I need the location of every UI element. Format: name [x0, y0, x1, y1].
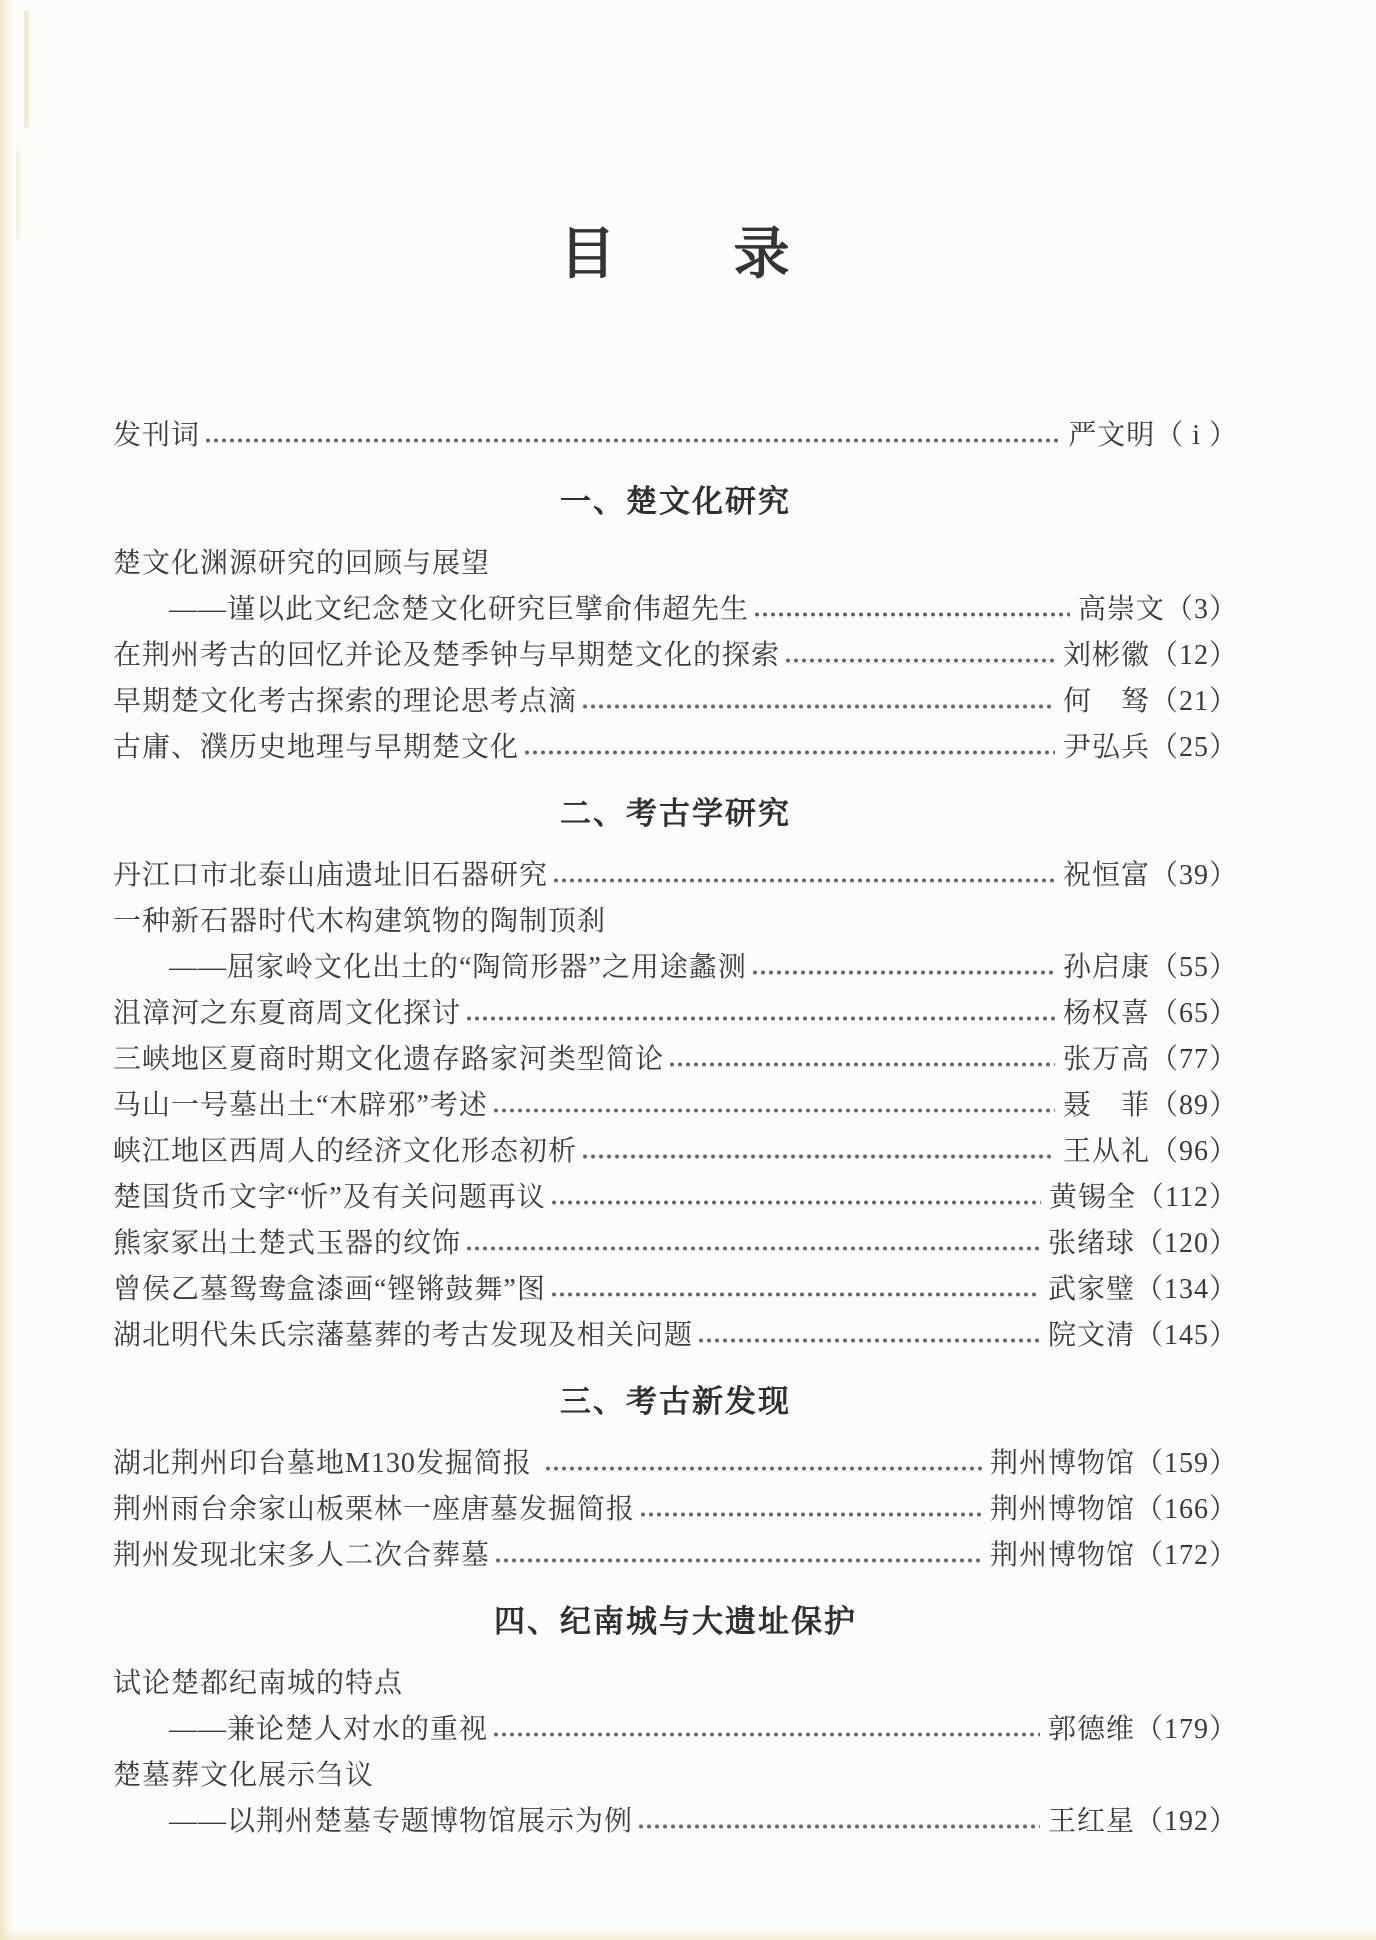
- entry-title: 试论楚都纪南城的特点: [113, 1668, 404, 1699]
- entry-author: 孙启康: [1062, 952, 1150, 983]
- entry-page-number: （96）: [1149, 1136, 1238, 1167]
- entry-title: 熊家冢出土楚式玉器的纹饰: [113, 1228, 462, 1259]
- entry-author: 院文清: [1047, 1320, 1135, 1351]
- toc-row: [113, 1083, 1238, 1129]
- entry-page-number: （134）: [1134, 1274, 1238, 1305]
- toc-row: [113, 413, 1238, 459]
- dot-leader: [581, 1129, 1055, 1175]
- dot-leader: [550, 1175, 1041, 1221]
- entry-author: 张绪球: [1047, 1228, 1135, 1259]
- toc-row: [113, 541, 1238, 587]
- entry-title: 楚墓葬文化展示刍议: [113, 1760, 375, 1791]
- toc-row: [113, 1267, 1238, 1313]
- entry-page-number: （77）: [1149, 1044, 1238, 1075]
- entry-page-number: （21）: [1149, 686, 1238, 717]
- toc-row: [113, 991, 1238, 1037]
- entry-title: 楚国货币文字“忻”及有关问题再议: [113, 1182, 546, 1213]
- entry-author: 荆州博物馆: [989, 1540, 1135, 1571]
- entry-page-number: （ i ）: [1155, 420, 1238, 451]
- entry-author: 祝恒富: [1062, 860, 1150, 891]
- entry-page-number: （192）: [1134, 1806, 1238, 1837]
- dot-leader: [581, 679, 1055, 725]
- toc-row: [113, 1799, 1238, 1845]
- entry-page-number: （145）: [1134, 1320, 1238, 1351]
- dot-leader: [639, 1487, 982, 1533]
- entry-author: 郭德维: [1047, 1714, 1135, 1745]
- entry-author: 聂 菲: [1062, 1090, 1150, 1121]
- toc-row: [113, 633, 1238, 679]
- toc-row: [113, 725, 1238, 771]
- entry-author: 王从礼: [1062, 1136, 1150, 1167]
- entry-author: 刘彬徽: [1062, 640, 1150, 671]
- entry-title: ——兼论楚人对水的重视: [169, 1714, 489, 1745]
- entry-author: 杨权喜: [1062, 998, 1150, 1029]
- entry-title: ——屈家岭文化出土的“陶筒形器”之用途蠡测: [169, 952, 747, 983]
- entry-page-number: （39）: [1149, 860, 1238, 891]
- dot-leader: [204, 413, 1060, 459]
- toc-row: [113, 1753, 1238, 1799]
- entry-title: 马山一号墓出土“木辟邪”考述: [113, 1090, 488, 1121]
- dot-leader: [550, 1267, 1040, 1313]
- dot-leader: [552, 853, 1055, 899]
- entry-author: 尹弘兵: [1062, 732, 1150, 763]
- toc-row: [113, 945, 1238, 991]
- toc-row: [113, 853, 1238, 899]
- entry-author: 高崇文: [1077, 594, 1165, 625]
- section-heading: 一、楚文化研究: [560, 484, 791, 519]
- entry-title: ——谨以此文纪念楚文化研究巨擘俞伟超先生: [169, 594, 750, 625]
- toc-row: [113, 679, 1238, 725]
- entry-author: 武家璧: [1047, 1274, 1135, 1305]
- entry-author: 王红星: [1047, 1806, 1135, 1837]
- entry-page-number: （12）: [1149, 640, 1238, 671]
- section-heading: 四、纪南城与大遗址保护: [494, 1604, 857, 1639]
- entry-author: 严文明: [1068, 420, 1156, 451]
- scan-streak: [16, 150, 20, 240]
- toc-row: [113, 1487, 1238, 1533]
- toc-body: [113, 485, 1238, 1845]
- entry-page-number: （166）: [1134, 1494, 1238, 1525]
- entry-title: 荆州发现北宋多人二次合葬墓: [113, 1540, 491, 1571]
- entry-page-number: （159）: [1134, 1448, 1238, 1479]
- entry-page-number: （179）: [1134, 1714, 1238, 1745]
- dot-leader: [492, 1083, 1055, 1129]
- entry-title: 峡江地区西周人的经济文化形态初析: [113, 1136, 578, 1167]
- scan-edge-tint: [0, 0, 12, 1940]
- entry-page-number: （112）: [1136, 1182, 1238, 1213]
- dot-leader: [668, 1037, 1055, 1083]
- entry-author: 黄锡全: [1049, 1182, 1137, 1213]
- entry-title: 楚文化渊源研究的回顾与展望: [113, 548, 491, 579]
- entry-title: 沮漳河之东夏商周文化探讨: [113, 998, 462, 1029]
- dot-leader: [637, 1799, 1040, 1845]
- entry-page-number: （55）: [1149, 952, 1238, 983]
- entry-page-number: （3）: [1164, 594, 1238, 625]
- entry-author: 何 驽: [1062, 686, 1150, 717]
- dot-leader: [494, 1533, 982, 1579]
- entry-author: 荆州博物馆: [989, 1494, 1135, 1525]
- toc-row: [113, 1313, 1238, 1359]
- entry-page-number: （25）: [1149, 732, 1238, 763]
- entry-page-number: （65）: [1149, 998, 1238, 1029]
- entry-title: 早期楚文化考古探索的理论思考点滴: [113, 686, 578, 717]
- front-matter: [113, 413, 1238, 459]
- entry-title: 在荆州考古的回忆并论及楚季钟与早期楚文化的探索: [113, 640, 781, 671]
- entry-title: 荆州雨台余家山板栗林一座唐墓发掘简报: [113, 1494, 636, 1525]
- entry-title: 发刊词: [113, 420, 201, 451]
- entry-title: 曾侯乙墓鸳鸯盒漆画“铿锵鼓舞”图: [113, 1274, 546, 1305]
- toc-row: [113, 587, 1238, 633]
- entry-title: 湖北荆州印台墓地M130发掘简报: [113, 1448, 540, 1479]
- dot-leader: [523, 725, 1055, 771]
- entry-title: 湖北明代朱氏宗藩墓葬的考古发现及相关问题: [113, 1320, 694, 1351]
- toc-row: [113, 1175, 1238, 1221]
- entry-title: ——以荆州楚墓专题博物馆展示为例: [169, 1806, 634, 1837]
- dot-leader: [544, 1441, 982, 1487]
- toc-row: [113, 1037, 1238, 1083]
- toc-row: [113, 1533, 1238, 1579]
- entry-author: 荆州博物馆: [989, 1448, 1135, 1479]
- dot-leader: [753, 587, 1070, 633]
- toc-row: [113, 899, 1238, 945]
- toc-row: [113, 1221, 1238, 1267]
- entry-title: 一种新石器时代木构建筑物的陶制顶刹: [113, 906, 607, 937]
- entry-title: 丹江口市北泰山庙遗址旧石器研究: [113, 860, 549, 891]
- dot-leader: [751, 945, 1055, 991]
- dot-leader: [465, 1221, 1040, 1267]
- toc-row: [113, 1707, 1238, 1753]
- entry-author: 张万高: [1062, 1044, 1150, 1075]
- scan-edge-tint-bottom: [0, 1930, 1376, 1940]
- dot-leader: [465, 991, 1055, 1037]
- toc-row: [113, 1441, 1238, 1487]
- section-heading: 三、考古新发现: [560, 1384, 791, 1419]
- scan-streak: [24, 10, 29, 128]
- entry-title: 三峡地区夏商时期文化遗存路家河类型简论: [113, 1044, 665, 1075]
- dot-leader: [784, 633, 1055, 679]
- dot-leader: [697, 1313, 1040, 1359]
- entry-page-number: （120）: [1134, 1228, 1238, 1259]
- entry-page-number: （89）: [1149, 1090, 1238, 1121]
- toc-row: [113, 1661, 1238, 1707]
- entry-title: 古庸、濮历史地理与早期楚文化: [113, 732, 520, 763]
- page-title: 目 录: [559, 224, 792, 286]
- section-heading: 二、考古学研究: [560, 796, 791, 831]
- dot-leader: [492, 1707, 1040, 1753]
- entry-page-number: （172）: [1134, 1540, 1238, 1571]
- toc-row: [113, 1129, 1238, 1175]
